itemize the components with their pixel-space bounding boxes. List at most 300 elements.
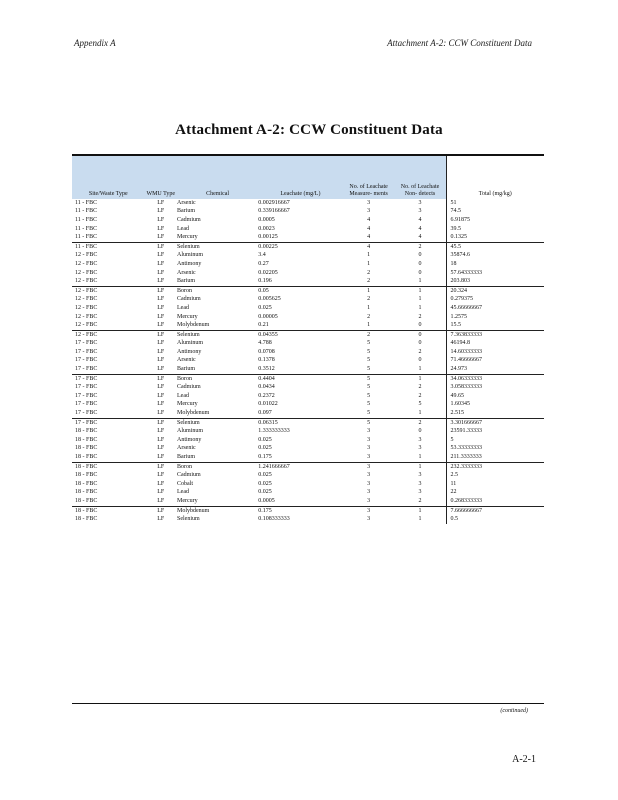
cell-leachate: 0.01022 — [258, 401, 278, 408]
cell-measurements: 3 — [367, 472, 371, 479]
cell-nondetects: 0 — [418, 322, 422, 329]
cell-total: 23591.33333 — [446, 427, 544, 436]
table-row — [72, 374, 544, 383]
cell-wmu: LF — [157, 269, 165, 276]
cell-leachate: 0.00225 — [258, 242, 342, 251]
cell-site: 12 - FBC — [75, 296, 98, 303]
table-row — [72, 269, 544, 278]
cell-wmu: LF — [157, 252, 165, 259]
cell-measurements: 1 — [367, 252, 371, 259]
table-row — [72, 208, 544, 217]
cell-site: 17 - FBC — [75, 384, 98, 391]
cell-site: 17 - FBC — [75, 366, 98, 373]
cell-wmu: LF — [157, 234, 165, 241]
column-header-nondetects: No. of Leachate Non- detects — [395, 156, 446, 199]
cell-leachate: 0.3512 — [258, 366, 275, 373]
cell-chemical: Boron — [177, 286, 258, 295]
cell-measurements: 5 — [367, 357, 371, 364]
cell-site: 17 - FBC — [72, 418, 145, 427]
cell-chemical: Antimony — [177, 436, 202, 443]
table-row — [72, 225, 544, 234]
cell-chemical: Mercury — [177, 497, 198, 504]
table-row — [72, 506, 544, 515]
cell-nondetects: 3 — [418, 489, 422, 496]
cell-site: 17 - FBC — [75, 357, 98, 364]
cell-chemical: Boron — [177, 374, 258, 383]
cell-leachate: 1.241666667 — [258, 462, 342, 471]
cell-total: 1.2575 — [446, 313, 544, 322]
table-row — [72, 445, 544, 454]
cell-wmu: LF — [157, 199, 165, 206]
cell-wmu: LF — [157, 436, 165, 443]
continued-note: (continued) — [500, 708, 528, 714]
table-row — [72, 330, 544, 339]
cell-chemical: Aluminum — [177, 252, 204, 259]
cell-wmu: LF — [157, 208, 165, 215]
cell-total: 0.268333333 — [446, 497, 544, 506]
table-bottom-rule — [72, 703, 544, 704]
cell-chemical: Lead — [177, 392, 189, 399]
cell-site: 18 - FBC — [75, 480, 98, 487]
cell-leachate: 0.196 — [258, 278, 272, 285]
cell-leachate: 4.788 — [258, 340, 272, 347]
cell-wmu: LF — [145, 462, 177, 471]
cell-measurements: 3 — [343, 506, 395, 515]
table-row — [72, 392, 544, 401]
cell-nondetects: 2 — [418, 313, 422, 320]
cell-total: 14.60333333 — [446, 348, 544, 357]
cell-nondetects: 3 — [418, 472, 422, 479]
cell-site: 12 - FBC — [72, 330, 145, 339]
cell-chemical: Cadmium — [177, 296, 201, 303]
cell-total: 34.06333333 — [446, 374, 544, 383]
table-row — [72, 286, 544, 295]
cell-measurements: 3 — [367, 489, 371, 496]
cell-total: 51 — [446, 199, 544, 208]
cell-wmu: LF — [157, 278, 165, 285]
cell-total: 45.5 — [446, 242, 544, 251]
table-row — [72, 401, 544, 410]
cell-nondetects: 2 — [395, 418, 446, 427]
cell-nondetects: 1 — [395, 462, 446, 471]
cell-wmu: LF — [157, 296, 165, 303]
cell-wmu: LF — [145, 418, 177, 427]
cell-leachate: 0.025 — [258, 472, 272, 479]
cell-leachate: 0.025 — [258, 436, 272, 443]
cell-nondetects: 3 — [418, 208, 422, 215]
cell-nondetects: 3 — [418, 436, 422, 443]
cell-measurements: 3 — [367, 454, 371, 461]
table-row — [72, 383, 544, 392]
cell-leachate: 0.27 — [258, 260, 269, 267]
cell-leachate: 0.0434 — [258, 384, 275, 391]
cell-measurements: 3 — [367, 516, 371, 523]
cell-site: 12 - FBC — [72, 286, 145, 295]
cell-chemical: Barium — [177, 454, 195, 461]
cell-measurements: 3 — [367, 445, 371, 452]
cell-wmu: LF — [157, 225, 165, 232]
cell-total: 57.64333333 — [446, 269, 544, 278]
cell-total: 2.515 — [446, 409, 544, 418]
cell-total: 46194.8 — [446, 340, 544, 349]
running-header-left: Appendix A — [74, 38, 116, 48]
cell-wmu: LF — [157, 340, 165, 347]
cell-chemical: Barium — [177, 208, 195, 215]
cell-wmu: LF — [157, 454, 165, 461]
cell-site: 18 - FBC — [75, 454, 98, 461]
cell-site: 12 - FBC — [75, 260, 98, 267]
column-header-site: Site/Waste Type — [72, 156, 145, 199]
cell-total: 45.66666667 — [446, 304, 544, 313]
cell-chemical: Cadmium — [177, 384, 201, 391]
cell-nondetects: 2 — [418, 384, 422, 391]
cell-nondetects: 1 — [418, 304, 422, 311]
cell-site: 18 - FBC — [75, 516, 98, 523]
cell-leachate: 0.2372 — [258, 392, 275, 399]
cell-measurements: 3 — [367, 208, 371, 215]
cell-total: 22 — [446, 489, 544, 498]
cell-measurements: 5 — [367, 340, 371, 347]
cell-chemical: Mercury — [177, 234, 198, 241]
cell-wmu: LF — [157, 304, 165, 311]
cell-total: 211.3333333 — [446, 453, 544, 462]
table-row — [72, 436, 544, 445]
running-header-right: Attachment A-2: CCW Constituent Data — [387, 38, 532, 48]
page-title: Attachment A-2: CCW Constituent Data — [175, 122, 443, 138]
cell-site: 18 - FBC — [75, 445, 98, 452]
cell-total: 15.5 — [446, 321, 544, 330]
table-row — [72, 357, 544, 366]
cell-wmu: LF — [157, 472, 165, 479]
cell-leachate: 0.108333333 — [258, 516, 290, 523]
cell-chemical: Lead — [177, 304, 189, 311]
cell-leachate: 1.333333333 — [258, 428, 290, 435]
cell-site: 11 - FBC — [75, 225, 98, 232]
cell-chemical: Lead — [177, 489, 189, 496]
cell-measurements: 4 — [367, 225, 371, 232]
cell-nondetects: 1 — [395, 286, 446, 295]
table-row — [72, 365, 544, 374]
table-row — [72, 233, 544, 242]
cell-chemical: Aluminum — [177, 340, 204, 347]
cell-measurements: 3 — [367, 497, 371, 504]
table-row — [72, 427, 544, 436]
cell-measurements: 1 — [367, 260, 371, 267]
cell-chemical: Antimony — [177, 348, 202, 355]
cell-leachate: 0.175 — [258, 506, 342, 515]
cell-total: 35874.6 — [446, 252, 544, 261]
cell-measurements: 5 — [367, 348, 371, 355]
cell-wmu: LF — [157, 480, 165, 487]
cell-total: 20.324 — [446, 286, 544, 295]
cell-site: 17 - FBC — [75, 348, 98, 355]
cell-total: 7.666666667 — [446, 506, 544, 515]
table-row — [72, 348, 544, 357]
cell-site: 17 - FBC — [72, 374, 145, 383]
cell-nondetects: 1 — [418, 454, 422, 461]
table-row — [72, 340, 544, 349]
cell-wmu: LF — [145, 286, 177, 295]
cell-total: 5 — [446, 436, 544, 445]
cell-chemical: Mercury — [177, 313, 198, 320]
cell-wmu: LF — [157, 489, 165, 496]
constituent-data-table — [72, 156, 544, 524]
cell-chemical: Arsenic — [177, 199, 196, 206]
cell-leachate: 0.005625 — [258, 296, 281, 303]
cell-total: 0.1325 — [446, 233, 544, 242]
table-row — [72, 471, 544, 480]
cell-chemical: Selenium — [177, 418, 258, 427]
table-row — [72, 321, 544, 330]
cell-measurements: 4 — [367, 216, 371, 223]
cell-leachate: 0.097 — [258, 410, 272, 417]
cell-total: 0.279375 — [446, 296, 544, 305]
cell-chemical: Arsenic — [177, 269, 196, 276]
cell-site: 11 - FBC — [75, 234, 98, 241]
cell-measurements: 2 — [343, 330, 395, 339]
cell-chemical: Cobalt — [177, 480, 193, 487]
cell-leachate: 0.04355 — [258, 330, 342, 339]
cell-site: 18 - FBC — [72, 462, 145, 471]
cell-chemical: Barium — [177, 278, 195, 285]
cell-nondetects: 3 — [418, 480, 422, 487]
cell-measurements: 5 — [367, 392, 371, 399]
cell-measurements: 3 — [343, 462, 395, 471]
table-row — [72, 252, 544, 261]
cell-nondetects: 1 — [418, 410, 422, 417]
cell-chemical: Cadmium — [177, 472, 201, 479]
cell-total: 2.5 — [446, 471, 544, 480]
cell-chemical: Barium — [177, 366, 195, 373]
cell-chemical: Aluminum — [177, 428, 204, 435]
column-header-leachate: Leachate (mg/L) — [258, 156, 342, 199]
cell-nondetects: 0 — [395, 330, 446, 339]
cell-leachate: 0.002916667 — [258, 199, 290, 206]
cell-measurements: 2 — [367, 269, 371, 276]
cell-site: 11 - FBC — [75, 216, 98, 223]
cell-total: 18 — [446, 260, 544, 269]
cell-site: 18 - FBC — [75, 497, 98, 504]
cell-leachate: 0.175 — [258, 454, 272, 461]
cell-leachate: 0.0005 — [258, 216, 275, 223]
cell-chemical: Arsenic — [177, 357, 196, 364]
cell-site: 17 - FBC — [75, 392, 98, 399]
cell-nondetects: 3 — [418, 199, 422, 206]
column-header-total: Total (mg/kg) — [446, 156, 544, 199]
cell-leachate: 0.05 — [258, 286, 342, 295]
cell-wmu: LF — [157, 260, 165, 267]
cell-nondetects: 4 — [418, 216, 422, 223]
cell-nondetects: 0 — [418, 269, 422, 276]
cell-wmu: LF — [157, 516, 165, 523]
cell-site: 12 - FBC — [75, 269, 98, 276]
cell-leachate: 0.02205 — [258, 269, 278, 276]
cell-total: 7.363833333 — [446, 330, 544, 339]
cell-site: 18 - FBC — [75, 428, 98, 435]
cell-wmu: LF — [145, 242, 177, 251]
cell-measurements: 5 — [367, 366, 371, 373]
cell-total: 3.301666667 — [446, 418, 544, 427]
cell-site: 11 - FBC — [75, 199, 98, 206]
cell-site: 11 - FBC — [75, 208, 98, 215]
cell-chemical: Arsenic — [177, 445, 196, 452]
cell-total: 71.46666667 — [446, 357, 544, 366]
cell-measurements: 3 — [367, 436, 371, 443]
cell-measurements: 3 — [367, 428, 371, 435]
table-body — [72, 199, 544, 524]
cell-wmu: LF — [145, 374, 177, 383]
cell-nondetects: 2 — [395, 242, 446, 251]
table-row — [72, 462, 544, 471]
cell-wmu: LF — [157, 313, 165, 320]
cell-measurements: 3 — [367, 199, 371, 206]
cell-chemical: Cadmium — [177, 216, 201, 223]
cell-measurements: 1 — [367, 304, 371, 311]
cell-nondetects: 0 — [418, 252, 422, 259]
cell-leachate: 0.0708 — [258, 348, 275, 355]
cell-nondetects: 0 — [418, 260, 422, 267]
cell-measurements: 5 — [367, 384, 371, 391]
cell-leachate: 0.4404 — [258, 374, 342, 383]
cell-leachate: 0.025 — [258, 480, 272, 487]
cell-total: 232.3333333 — [446, 462, 544, 471]
cell-leachate: 0.1378 — [258, 357, 275, 364]
cell-nondetects: 2 — [418, 348, 422, 355]
cell-site: 12 - FBC — [75, 252, 98, 259]
cell-wmu: LF — [157, 401, 165, 408]
cell-total: 0.5 — [446, 515, 544, 524]
cell-site: 18 - FBC — [72, 506, 145, 515]
cell-leachate: 0.00005 — [258, 313, 278, 320]
cell-chemical: Antimony — [177, 260, 202, 267]
cell-site: 12 - FBC — [75, 304, 98, 311]
cell-chemical: Molybdenum — [177, 506, 258, 515]
cell-total: 203.803 — [446, 277, 544, 286]
table-row — [72, 409, 544, 418]
cell-site: 18 - FBC — [75, 472, 98, 479]
cell-nondetects: 0 — [418, 357, 422, 364]
cell-wmu: LF — [157, 497, 165, 504]
cell-measurements: 5 — [367, 401, 371, 408]
table-header-row — [72, 156, 544, 199]
cell-nondetects: 0 — [418, 340, 422, 347]
cell-chemical: Selenium — [177, 242, 258, 251]
table-row — [72, 199, 544, 208]
cell-wmu: LF — [157, 322, 165, 329]
cell-wmu: LF — [157, 357, 165, 364]
cell-nondetects: 4 — [418, 225, 422, 232]
cell-total: 11 — [446, 480, 544, 489]
table-row — [72, 216, 544, 225]
cell-total: 6.91875 — [446, 216, 544, 225]
cell-measurements: 5 — [367, 410, 371, 417]
cell-leachate: 0.025 — [258, 489, 272, 496]
cell-nondetects: 4 — [418, 234, 422, 241]
table-row — [72, 515, 544, 524]
cell-nondetects: 5 — [418, 401, 422, 408]
cell-chemical: Boron — [177, 462, 258, 471]
cell-site: 18 - FBC — [75, 436, 98, 443]
cell-chemical: Lead — [177, 225, 189, 232]
cell-site: 12 - FBC — [75, 278, 98, 285]
cell-nondetects: 1 — [418, 366, 422, 373]
table-row — [72, 489, 544, 498]
cell-chemical: Selenium — [177, 330, 258, 339]
cell-nondetects: 0 — [418, 428, 422, 435]
cell-wmu: LF — [145, 506, 177, 515]
table-row — [72, 304, 544, 313]
cell-total: 1.60345 — [446, 401, 544, 410]
cell-measurements: 2 — [367, 278, 371, 285]
cell-site: 17 - FBC — [75, 401, 98, 408]
table-row — [72, 277, 544, 286]
cell-chemical: Molybdenum — [177, 410, 210, 417]
column-header-measurements: No. of Leachate Measure- ments — [343, 156, 395, 199]
cell-wmu: LF — [157, 348, 165, 355]
cell-total: 3.058333333 — [446, 383, 544, 392]
cell-total: 49.65 — [446, 392, 544, 401]
table-row — [72, 480, 544, 489]
cell-wmu: LF — [157, 410, 165, 417]
cell-leachate: 0.0023 — [258, 225, 275, 232]
cell-leachate: 0.025 — [258, 445, 272, 452]
cell-wmu: LF — [157, 428, 165, 435]
cell-wmu: LF — [157, 384, 165, 391]
cell-site: 12 - FBC — [75, 313, 98, 320]
cell-nondetects: 1 — [418, 516, 422, 523]
table-row — [72, 453, 544, 462]
cell-nondetects: 1 — [418, 296, 422, 303]
cell-measurements: 5 — [343, 418, 395, 427]
table-row — [72, 313, 544, 322]
cell-wmu: LF — [145, 330, 177, 339]
cell-chemical: Mercury — [177, 401, 198, 408]
cell-chemical: Selenium — [177, 516, 200, 523]
column-header-wmu: WMU Type — [145, 156, 177, 199]
cell-leachate: 0.339166667 — [258, 208, 290, 215]
cell-total: 24.973 — [446, 365, 544, 374]
cell-leachate: 0.025 — [258, 304, 272, 311]
cell-wmu: LF — [157, 366, 165, 373]
cell-measurements: 2 — [367, 296, 371, 303]
cell-leachate: 0.0005 — [258, 497, 275, 504]
column-header-chemical: Chemical — [177, 156, 258, 199]
cell-site: 17 - FBC — [75, 340, 98, 347]
table-row — [72, 296, 544, 305]
cell-leachate: 3.4 — [258, 252, 266, 259]
cell-measurements: 4 — [367, 234, 371, 241]
cell-nondetects: 1 — [395, 374, 446, 383]
cell-nondetects: 2 — [418, 497, 422, 504]
cell-site: 18 - FBC — [75, 489, 98, 496]
table-row — [72, 418, 544, 427]
cell-nondetects: 2 — [418, 392, 422, 399]
cell-measurements: 1 — [343, 286, 395, 295]
cell-leachate: 0.06315 — [258, 418, 342, 427]
cell-site: 17 - FBC — [75, 410, 98, 417]
cell-leachate: 0.21 — [258, 322, 269, 329]
cell-chemical: Molybdenum — [177, 322, 210, 329]
cell-site: 12 - FBC — [75, 322, 98, 329]
cell-total: 74.5 — [446, 208, 544, 217]
cell-measurements: 3 — [367, 480, 371, 487]
cell-wmu: LF — [157, 445, 165, 452]
cell-measurements: 5 — [343, 374, 395, 383]
cell-nondetects: 1 — [418, 278, 422, 285]
page-number: A-2-1 — [512, 754, 536, 765]
cell-site: 11 - FBC — [72, 242, 145, 251]
cell-nondetects: 1 — [395, 506, 446, 515]
